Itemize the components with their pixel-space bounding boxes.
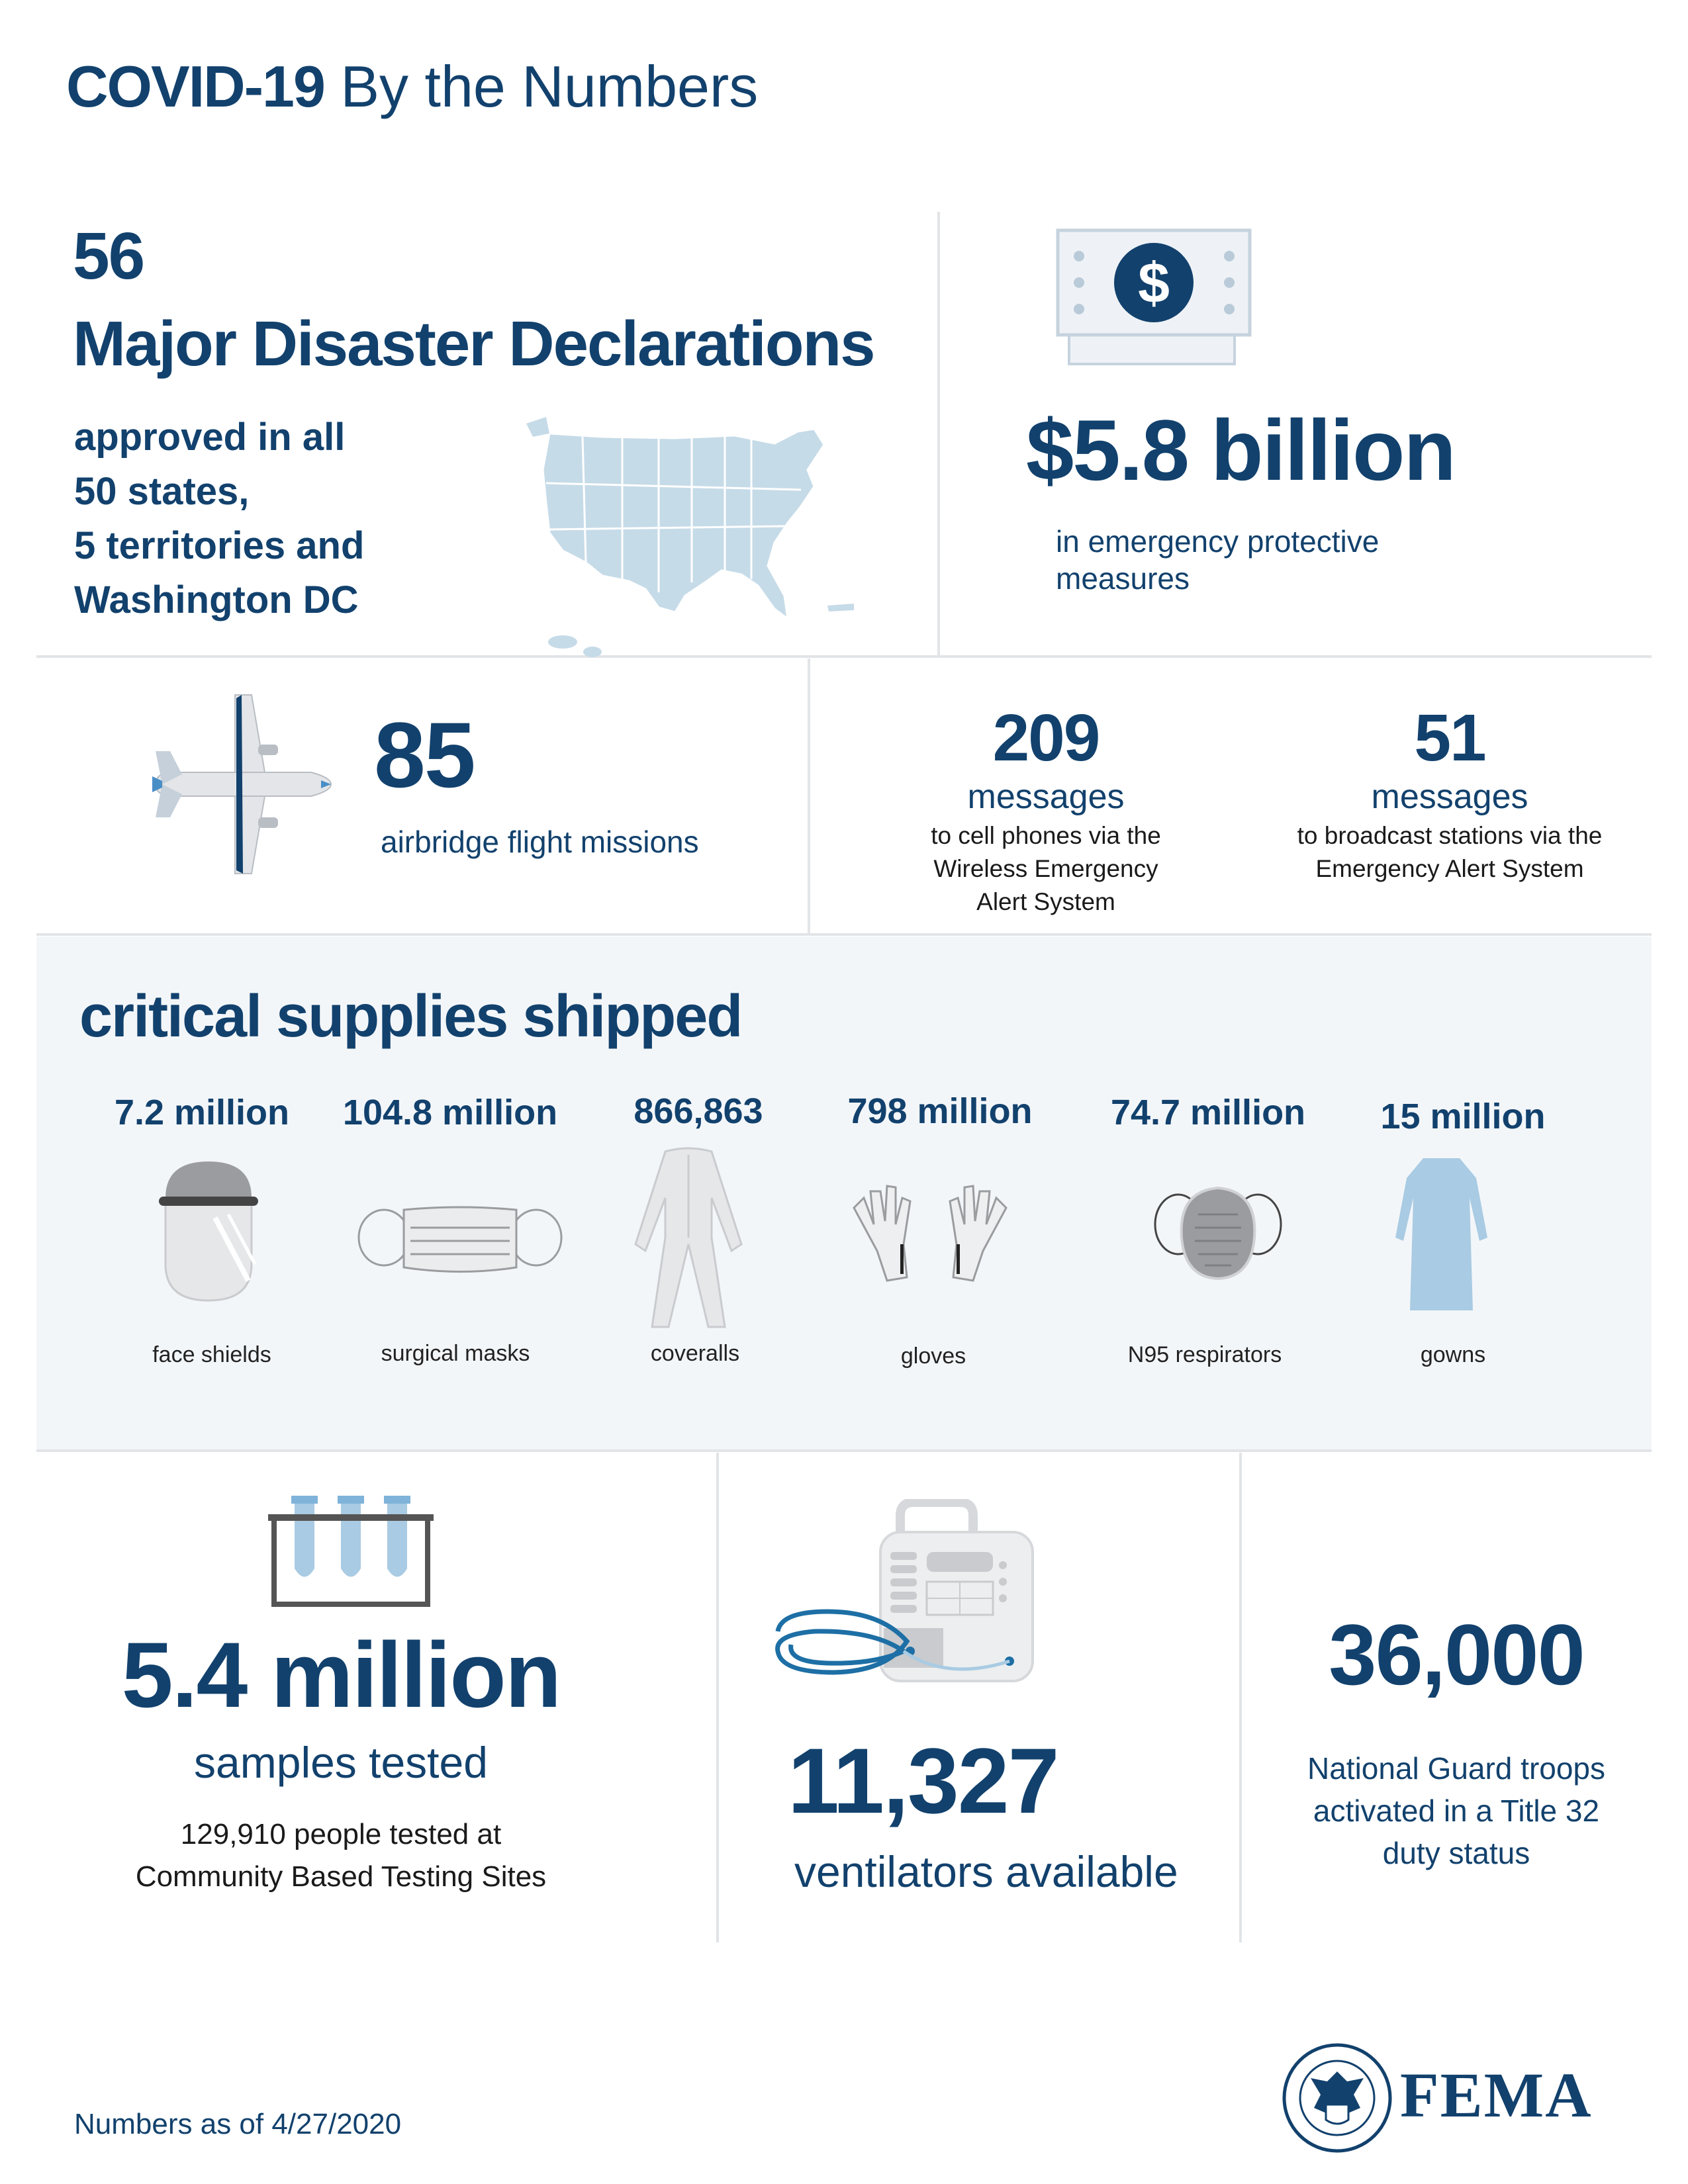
title-bold: COVID-19	[66, 54, 324, 119]
supply-label: gowns	[1420, 1342, 1486, 1367]
test-tubes-icon	[268, 1496, 434, 1608]
divider	[808, 659, 810, 933]
divider	[36, 1449, 1652, 1452]
ventilators-count: 11,327	[788, 1729, 1058, 1833]
declarations-count: 56	[73, 219, 144, 293]
supply-label: coveralls	[650, 1341, 740, 1366]
eas-count: 51	[1414, 701, 1485, 775]
title-rest: By the Numbers	[340, 54, 759, 119]
testing-label: samples tested	[194, 1738, 488, 1787]
wea-description: to cell phones via the Wireless Emergency Alert System	[931, 822, 1161, 915]
supply-value: 798 million	[847, 1091, 1033, 1131]
wea-label: messages	[967, 778, 1125, 816]
supply-label: surgical masks	[381, 1341, 530, 1366]
supply-value: 7.2 million	[114, 1093, 290, 1132]
gloves-icon	[851, 1178, 1009, 1284]
coverall-icon	[626, 1145, 751, 1330]
divider	[937, 212, 940, 655]
supplies-title: critical supplies shipped	[79, 983, 742, 1050]
funding-amount: $5.8 billion	[1026, 402, 1455, 498]
airbridge-count: 85	[374, 703, 475, 807]
divider	[36, 933, 1652, 936]
ventilators-label: ventilators available	[794, 1847, 1178, 1896]
declarations-description: approved in all 50 states, 5 territories and Washington DC	[74, 416, 365, 621]
supply-label: N95 respirators	[1127, 1342, 1282, 1367]
footer-note: Numbers as of 4/27/2020	[74, 2108, 402, 2140]
funding-description: in emergency protective measures	[1056, 524, 1380, 596]
supply-label: face shields	[152, 1342, 271, 1367]
respirator-icon	[1152, 1185, 1284, 1284]
eas-label: messages	[1371, 778, 1528, 816]
surgical-mask-icon	[357, 1205, 563, 1277]
declarations-label: Major Disaster Declarations	[73, 308, 874, 379]
money-bill-icon	[1056, 228, 1261, 371]
supply-value: 104.8 million	[342, 1093, 558, 1132]
supply-value: 15 million	[1380, 1097, 1546, 1136]
supply-value: 866,863	[633, 1091, 763, 1131]
eas-block	[1258, 702, 1642, 886]
gown-icon	[1393, 1152, 1489, 1317]
testing-amount: 5.4 million	[121, 1623, 561, 1727]
eas-description: to broadcast stations via the Emergency Alert System	[1297, 822, 1603, 882]
ventilator-icon	[774, 1499, 1053, 1698]
svg-text:$: $	[1138, 251, 1170, 315]
divider	[716, 1453, 719, 1942]
airplane-icon	[142, 692, 334, 877]
divider	[1239, 1453, 1242, 1942]
wea-count: 209	[992, 701, 1100, 775]
us-map-icon	[523, 397, 867, 662]
guard-count: 36,000	[1329, 1606, 1584, 1703]
dhs-seal-icon	[1281, 2042, 1393, 2154]
page-title	[66, 53, 758, 120]
airbridge-label: airbridge flight missions	[381, 825, 699, 859]
supply-value: 74.7 million	[1110, 1093, 1306, 1132]
guard-description: National Guard troops activated in a Title 32 duty status	[1307, 1751, 1606, 1870]
face-shield-icon	[156, 1158, 261, 1307]
wea-block	[867, 702, 1225, 919]
testing-description: 129,910 people tested at Community Based Testing Sites	[135, 1818, 547, 1893]
fema-logo: FEMA	[1400, 2060, 1593, 2130]
supply-label: gloves	[900, 1343, 966, 1369]
